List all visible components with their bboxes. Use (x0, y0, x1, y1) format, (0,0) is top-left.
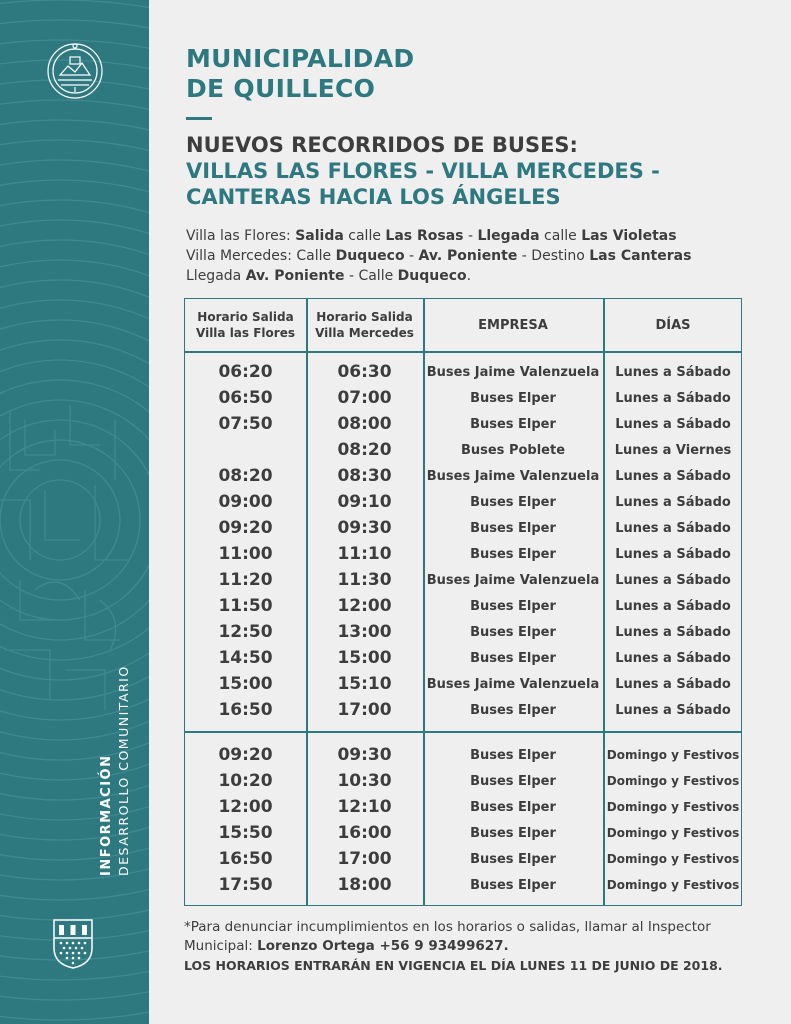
departure-mercedes-cell: 08:30 (337, 466, 392, 486)
days-cell: Domingo y Festivos (606, 748, 740, 762)
header-company: EMPRESA (478, 317, 548, 333)
departure-flores-cell: 17:50 (218, 875, 273, 895)
table-row (185, 846, 743, 872)
departure-flores-cell: 07:50 (218, 414, 273, 434)
days-cell: Domingo y Festivos (606, 852, 740, 866)
departure-flores-cell: 09:00 (218, 492, 273, 512)
days-cell: Lunes a Sábado (615, 390, 731, 406)
company-cell: Buses Elper (470, 702, 556, 718)
days-cell: Domingo y Festivos (606, 800, 740, 814)
sidebar-title: INFORMACIÓN (99, 754, 114, 876)
table-row (185, 794, 743, 820)
days-cell: Domingo y Festivos (606, 774, 740, 788)
company-cell: Buses Elper (470, 773, 556, 789)
departure-mercedes-cell: 15:10 (337, 674, 392, 694)
departure-flores-cell: 15:00 (218, 674, 273, 694)
table-row (185, 820, 743, 846)
days-cell: Lunes a Sábado (615, 364, 731, 380)
headline-line3: CANTERAS HACIA LOS ÁNGELES (186, 185, 561, 209)
table-row (185, 768, 743, 794)
table-row (185, 463, 743, 489)
departure-mercedes-cell: 11:30 (337, 570, 392, 590)
departure-flores-cell: 16:50 (218, 700, 273, 720)
headline-line2: VILLAS LAS FLORES - VILLA MERCEDES - (186, 159, 660, 183)
departure-flores-cell: 09:20 (218, 745, 273, 765)
departure-flores-cell: 06:50 (218, 388, 273, 408)
days-cell: Lunes a Sábado (615, 520, 731, 536)
company-cell: Buses Elper (470, 650, 556, 666)
route-line2: Villa Mercedes: Calle Duqueco - Av. Poniente - Destino Las Canteras (186, 248, 692, 264)
days-cell: Lunes a Viernes (614, 442, 732, 458)
departure-mercedes-cell: 07:00 (337, 388, 392, 408)
departure-mercedes-cell: 17:00 (337, 700, 392, 720)
section-divider (185, 731, 741, 733)
table-row (185, 567, 743, 593)
company-cell: Buses Elper (470, 624, 556, 640)
days-cell: Lunes a Sábado (615, 598, 731, 614)
departure-mercedes-cell: 17:00 (337, 849, 392, 869)
departure-flores-cell: 12:00 (218, 797, 273, 817)
municipality-title (186, 44, 414, 104)
table-row (185, 742, 743, 768)
days-cell: Lunes a Sábado (615, 572, 731, 588)
departure-mercedes-cell: 08:20 (337, 440, 392, 460)
company-cell: Buses Elper (470, 494, 556, 510)
route-line1: Villa las Flores: Salida calle Las Rosas - Llegada calle Las Violetas (186, 228, 677, 244)
departure-flores-cell: 11:50 (218, 596, 273, 616)
table-row (185, 872, 743, 898)
route-description (186, 226, 691, 286)
departure-flores-cell: 10:20 (218, 771, 273, 791)
table-row (185, 489, 743, 515)
table-row (185, 359, 743, 385)
departure-mercedes-cell: 06:30 (337, 362, 392, 382)
header-days: DÍAS (655, 317, 691, 333)
departure-flores-cell: 09:20 (218, 518, 273, 538)
departure-flores-cell: 06:20 (218, 362, 273, 382)
header-departure-flores: Horario Salida Villa las Flores (196, 310, 295, 340)
company-cell: Buses Elper (470, 799, 556, 815)
days-cell: Lunes a Sábado (615, 650, 731, 666)
departure-mercedes-cell: 13:00 (337, 622, 392, 642)
company-cell: Buses Elper (470, 598, 556, 614)
footer-notes (184, 918, 723, 975)
company-cell: Buses Elper (470, 747, 556, 763)
table-row (185, 619, 743, 645)
days-cell: Lunes a Sábado (615, 546, 731, 562)
company-cell: Buses Jaime Valenzuela (426, 676, 600, 692)
days-cell: Domingo y Festivos (606, 878, 740, 892)
departure-mercedes-cell: 12:00 (337, 596, 392, 616)
company-cell: Buses Elper (470, 390, 556, 406)
days-cell: Domingo y Festivos (606, 826, 740, 840)
complaint-note-line2: Municipal: Lorenzo Ortega +56 9 93499627. (184, 938, 509, 954)
table-row (185, 437, 743, 463)
departure-flores-cell: 15:50 (218, 823, 273, 843)
company-cell: Buses Elper (470, 851, 556, 867)
departure-flores-cell: 12:50 (218, 622, 273, 642)
company-cell: Buses Elper (470, 825, 556, 841)
departure-flores-cell: 14:50 (218, 648, 273, 668)
departure-mercedes-cell: 11:10 (337, 544, 392, 564)
company-cell: Buses Jaime Valenzuela (426, 468, 600, 484)
days-cell: Lunes a Sábado (615, 468, 731, 484)
company-cell: Buses Elper (470, 520, 556, 536)
company-cell: Buses Poblete (460, 442, 566, 458)
headline-line1: NUEVOS RECORRIDOS DE BUSES: (186, 133, 578, 157)
municipality-title-line2: DE QUILLECO (186, 74, 376, 103)
departure-flores-cell: 11:00 (218, 544, 273, 564)
table-row (185, 515, 743, 541)
header-divider (185, 351, 741, 353)
departure-mercedes-cell: 12:10 (337, 797, 392, 817)
departure-mercedes-cell: 18:00 (337, 875, 392, 895)
table-row (185, 541, 743, 567)
accent-divider (186, 117, 212, 120)
company-cell: Buses Elper (470, 416, 556, 432)
municipality-title-line1: MUNICIPALIDAD (186, 44, 415, 73)
inspector-contact: Lorenzo Ortega +56 9 93499627. (257, 938, 509, 954)
days-cell: Lunes a Sábado (615, 416, 731, 432)
sidebar-subtitle: DESARROLLO COMUNITARIO (116, 665, 131, 876)
days-cell: Lunes a Sábado (615, 624, 731, 640)
route-line3: Llegada Av. Poniente - Calle Duqueco. (186, 268, 472, 284)
departure-flores-cell: 11:20 (218, 570, 273, 590)
company-cell: Buses Jaime Valenzuela (426, 364, 600, 380)
municipal-seal-icon (46, 42, 104, 100)
company-cell: Buses Elper (470, 546, 556, 562)
departure-mercedes-cell: 10:30 (337, 771, 392, 791)
sidebar-vertical-text (98, 665, 132, 876)
schedule-table (184, 298, 742, 906)
coat-of-arms-shield-icon (52, 918, 94, 970)
header-departure-mercedes: Horario Salida Villa Mercedes (315, 310, 414, 340)
sidebar (0, 0, 149, 1024)
table-row (185, 645, 743, 671)
complaint-note-line1: *Para denunciar incumplimientos en los horarios o salidas, llamar al Inspector (184, 919, 711, 935)
headline (186, 132, 660, 210)
departure-mercedes-cell: 09:30 (337, 518, 392, 538)
departure-mercedes-cell: 09:30 (337, 745, 392, 765)
days-cell: Lunes a Sábado (615, 702, 731, 718)
company-cell: Buses Elper (470, 877, 556, 893)
days-cell: Lunes a Sábado (615, 494, 731, 510)
company-cell: Buses Jaime Valenzuela (426, 572, 600, 588)
table-row (185, 697, 743, 723)
departure-mercedes-cell: 09:10 (337, 492, 392, 512)
table-row (185, 385, 743, 411)
departure-flores-cell (185, 437, 306, 463)
table-row (185, 411, 743, 437)
departure-mercedes-cell: 08:00 (337, 414, 392, 434)
table-row (185, 593, 743, 619)
days-cell: Lunes a Sábado (615, 676, 731, 692)
departure-mercedes-cell: 15:00 (337, 648, 392, 668)
departure-flores-cell: 16:50 (218, 849, 273, 869)
table-row (185, 671, 743, 697)
effective-date-notice: LOS HORARIOS ENTRARÁN EN VIGENCIA EL DÍA LUNES 11 DE JUNIO DE 2018. (184, 958, 723, 973)
departure-mercedes-cell: 16:00 (337, 823, 392, 843)
departure-flores-cell: 08:20 (218, 466, 273, 486)
